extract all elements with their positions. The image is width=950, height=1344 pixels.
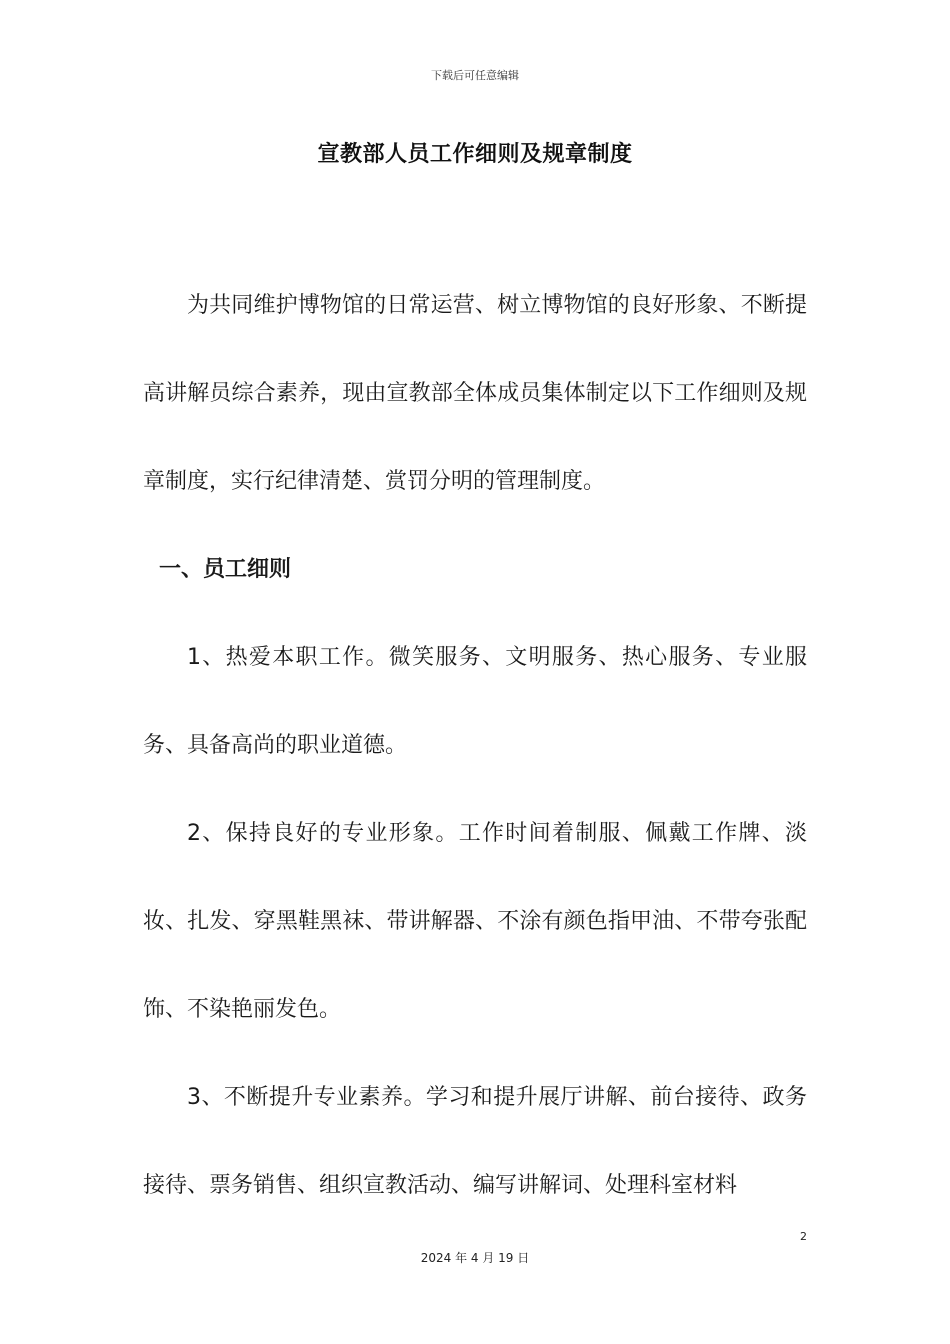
page-number: 2 — [800, 1230, 807, 1243]
section-heading: 一、员工细则 — [159, 557, 292, 582]
list-item: 3、不断提升专业素养。学习和提升展厅讲解、前台接待、政务接待、票务销售、组织宣教活动、编写讲解词、处理科室材料 — [143, 1085, 807, 1198]
header-note: 下载后可任意编辑 — [431, 69, 519, 82]
intro-paragraph: 为共同维护博物馆的日常运营、树立博物馆的良好形象、不断提高讲解员综合素养，现由宣教部全体成员集体制定以下工作细则及规章制度，实行纪律清楚、赏罚分明的管理制度。 — [143, 293, 807, 494]
list-item: 2、保持良好的专业形象。工作时间着制服、佩戴工作牌、淡妆、扎发、穿黑鞋黑袜、带讲解器、不涂有颜色指甲油、不带夸张配饰、不染艳丽发色。 — [143, 821, 807, 1022]
list-item: 1、热爱本职工作。微笑服务、文明服务、热心服务、专业服务、具备高尚的职业道德。 — [143, 645, 807, 758]
footer-date: 2024 年 4 月 19 日 — [420, 1251, 530, 1265]
document-body — [143, 262, 807, 1230]
document-title: 宣教部人员工作细则及规章制度 — [317, 142, 633, 167]
